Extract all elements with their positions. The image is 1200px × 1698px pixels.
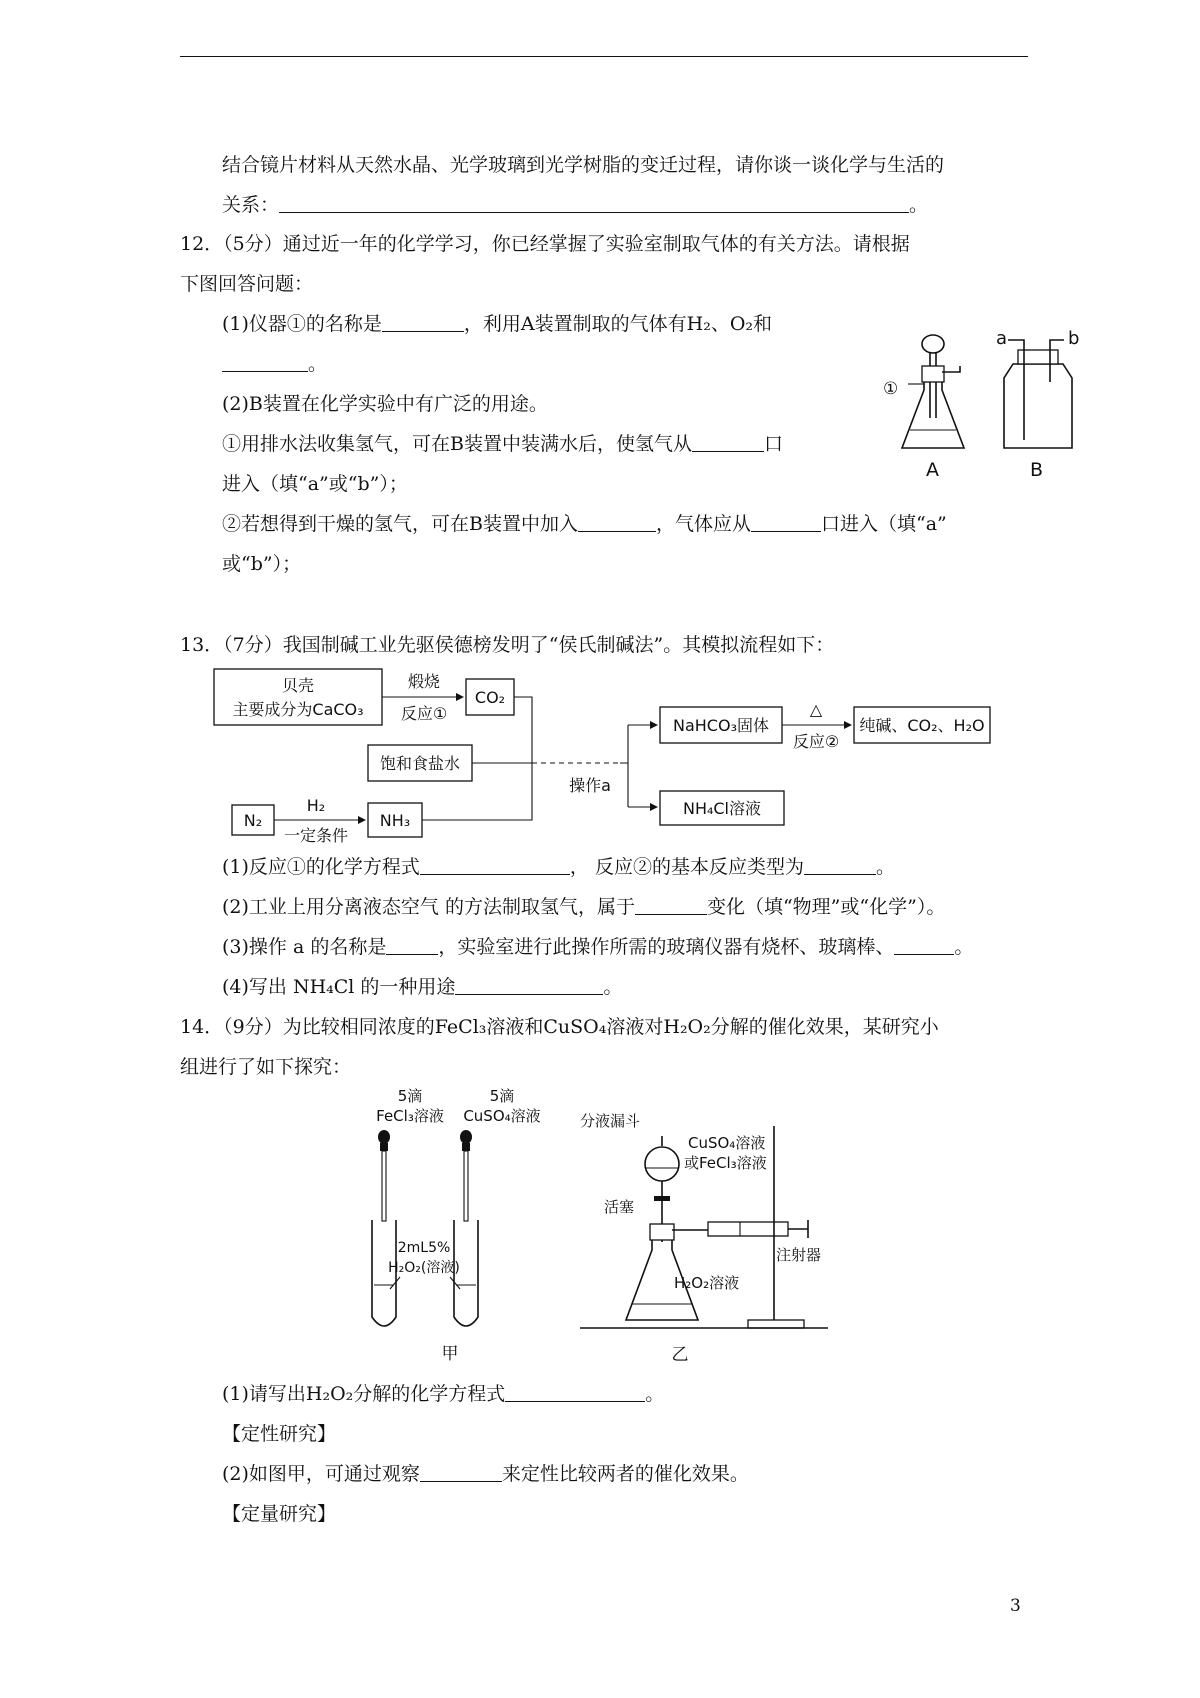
syringe-icon: [708, 1220, 808, 1238]
answer-blank[interactable]: [222, 371, 308, 372]
q12-sub2b: ②若想得到干燥的氢气，可在B装置中加入 ，气体应从 口进入（填“a”: [222, 513, 947, 535]
flow-co2-box: [466, 679, 514, 715]
flow-h2-label: H₂: [306, 796, 326, 815]
answer-blank[interactable]: [578, 531, 656, 532]
q14-quantitative-heading: 【定量研究】: [222, 1503, 337, 1525]
jia-reagent-label-1: FeCl₃溶液: [376, 1107, 444, 1125]
svg-text:贝壳: 贝壳: [281, 676, 315, 695]
flow-condition-label: 一定条件: [283, 826, 349, 845]
svg-text:饱和食盐水: 饱和食盐水: [379, 754, 461, 773]
q12-sub2a: ①用排水法收集氢气，可在B装置中装满水后，使氢气从 口: [222, 433, 783, 455]
flow-n2-box: [232, 805, 274, 835]
q13-sub2: (2)工业上用分离液态空气 的方法制取氢气，属于 变化（填“物理”或“化学”）。: [222, 896, 946, 918]
q13-sub3: (3)操作 a 的名称是 ，实验室进行此操作所需的玻璃仪器有烧杯、玻璃棒、 。: [222, 936, 974, 958]
q12-apparatus-figure: [860, 322, 1090, 482]
q13-sub1: (1)反应①的化学方程式 ， 反应②的基本反应类型为 。: [222, 856, 895, 878]
label-yi: 乙: [671, 1345, 689, 1365]
header-rule: [180, 56, 1028, 57]
q14-figure-jia: [360, 1085, 560, 1365]
label-circle-1: ①: [883, 379, 899, 399]
q14-qualitative-heading: 【定性研究】: [222, 1423, 337, 1445]
answer-blank[interactable]: [382, 331, 464, 332]
flow-operation-label: 操作a: [569, 776, 611, 795]
q14-stem-line2: 组进行了如下探究：: [180, 1056, 352, 1078]
answer-blank[interactable]: [420, 874, 570, 875]
q14-figure-yi: [580, 1110, 850, 1365]
label-syringe: 注射器: [776, 1246, 822, 1264]
q12-sub2b-cont: 或“b”）；: [222, 553, 302, 575]
jia-drops-label-1: 5滴: [397, 1087, 423, 1105]
answer-blank[interactable]: [386, 954, 438, 955]
port-b-label: b: [1068, 328, 1080, 349]
q14-sub1: (1)请写出H₂O₂分解的化学方程式 。: [222, 1383, 665, 1405]
q14-sub2: (2)如图甲，可通过观察 来定性比较两者的催化效果。: [222, 1463, 749, 1485]
flow-nh4cl-box: [660, 791, 784, 825]
answer-blank[interactable]: [692, 451, 764, 452]
label-funnel-solution-2: 或FeCl₃溶液: [684, 1154, 767, 1172]
label-a-apparatus: A: [926, 459, 939, 481]
conical-flask-icon: [626, 1224, 698, 1320]
dropper-icon-2: [460, 1130, 472, 1221]
label-stopcock: 活塞: [604, 1198, 635, 1216]
label-b-apparatus: B: [1030, 459, 1044, 481]
answer-blank[interactable]: [804, 874, 876, 875]
port-a-label: a: [996, 328, 1008, 349]
q12-stem-line2: 下图回答问题：: [180, 273, 314, 295]
label-funnel: 分液漏斗: [580, 1112, 641, 1130]
flow-reaction2-label: 反应②: [792, 732, 840, 751]
answer-blank[interactable]: [635, 914, 707, 915]
flow-nahco3-box: [660, 707, 782, 743]
label-jia: 甲: [441, 1344, 459, 1364]
flow-nh3-box: [368, 803, 422, 837]
answer-blank[interactable]: [751, 531, 821, 532]
dropper-icon-1: [378, 1130, 390, 1221]
jia-reagent-label-2: CuSO₄溶液: [463, 1107, 541, 1125]
answer-blank[interactable]: [505, 1401, 645, 1402]
flow-brine-box: [368, 745, 472, 781]
label-flask-solution: H₂O₂溶液: [674, 1274, 740, 1292]
q11-text-line1: 结合镜片材料从天然水晶、光学玻璃到光学树脂的变迁过程，请你谈一谈化学与生活的: [222, 154, 945, 176]
q13-stem: 13．（7分）我国制碱工业先驱侯德榜发明了“侯氏制碱法”。其模拟流程如下：: [180, 634, 835, 656]
q12-sub1-cont: 。: [222, 355, 327, 374]
page-number: 3: [1010, 1596, 1021, 1616]
q14-stem-line1: 14．（9分）为比较相同浓度的FeCl₃溶液和CuSO₄溶液对H₂O₂分解的催化效果，某研究小: [180, 1016, 939, 1038]
flow-reaction1-label: 反应①: [400, 704, 448, 723]
q12-stem-line1: 12．（5分）通过近一年的化学学习，你已经掌握了实验室制取气体的有关方法。请根据: [180, 233, 910, 255]
q13-flowchart: [210, 665, 1030, 845]
flow-calcine-label: 煅烧: [407, 672, 441, 691]
flow-heat-label: △: [809, 700, 823, 719]
svg-text:NH₄Cl溶液: NH₄Cl溶液: [682, 799, 762, 818]
svg-text:NH₃: NH₃: [379, 811, 411, 830]
q12-sub2: (2)B装置在化学实验中有广泛的用途。: [222, 393, 548, 415]
q12-sub1: (1)仪器①的名称是 ，利用A装置制取的气体有H₂、O₂和: [222, 313, 773, 335]
apparatus-a-conical-flask: [902, 335, 964, 448]
flow-shell-box: [214, 669, 382, 725]
answer-blank[interactable]: [420, 1481, 502, 1482]
q13-sub4: (4)写出 NH₄Cl 的一种用途 。: [222, 976, 623, 998]
jia-conc-label: 2mL5%: [397, 1240, 451, 1256]
q11-text-line2: 关系： 。: [222, 194, 929, 216]
answer-blank[interactable]: [455, 994, 603, 995]
flow-products-box: [854, 707, 990, 743]
svg-text:N₂: N₂: [243, 811, 263, 830]
jia-solution-label: H₂O₂(溶液): [388, 1260, 460, 1276]
answer-blank[interactable]: [894, 954, 954, 955]
svg-text:NaHCO₃固体: NaHCO₃固体: [673, 716, 769, 735]
apparatus-b-gas-bottle: [1004, 340, 1072, 448]
q12-sub2a-cont: 进入（填“a”或“b”）；: [222, 473, 408, 495]
svg-text:纯碱、CO₂、H₂O: 纯碱、CO₂、H₂O: [859, 716, 985, 735]
jia-drops-label-2: 5滴: [489, 1087, 515, 1105]
answer-blank[interactable]: [279, 212, 909, 213]
svg-text:CO₂: CO₂: [474, 688, 506, 707]
label-funnel-solution-1: CuSO₄溶液: [688, 1134, 766, 1152]
svg-text:主要成分为CaCO₃: 主要成分为CaCO₃: [232, 700, 364, 719]
